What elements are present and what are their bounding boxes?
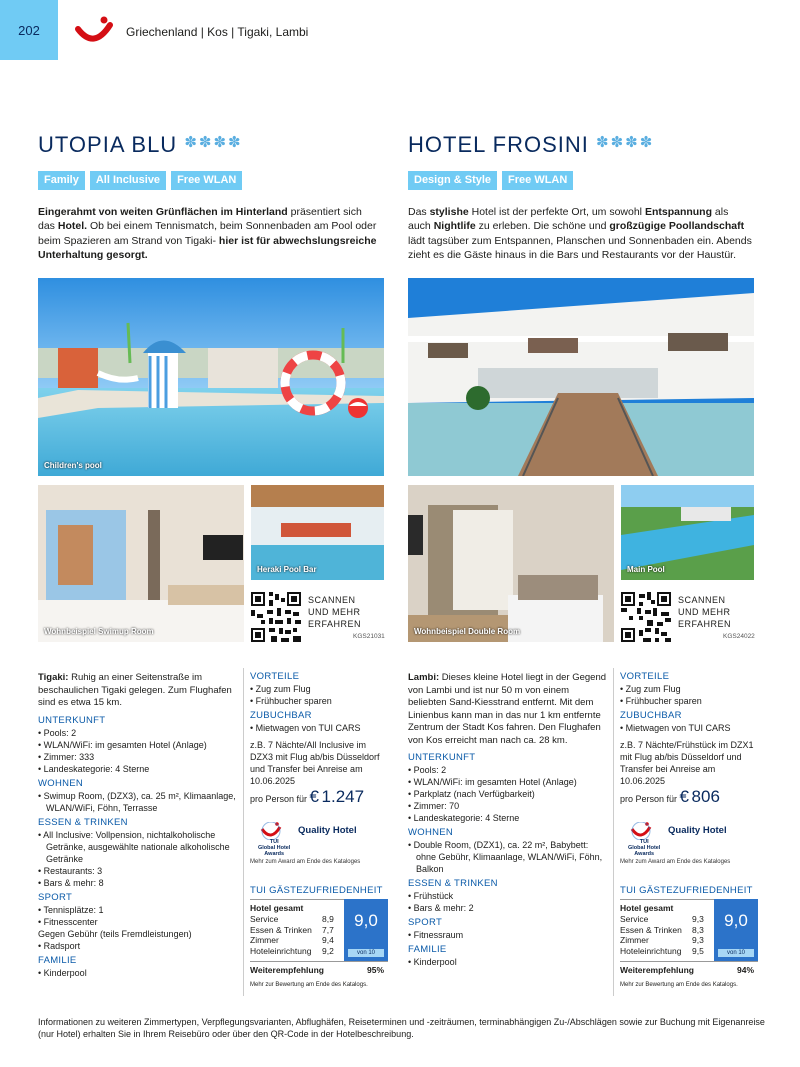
page-number: 202 <box>0 0 58 60</box>
page-header <box>0 0 800 60</box>
photo-pool-bar <box>251 485 384 580</box>
hotel-details: Lambi: Dieses kleine Hotel liegt in der Gegend von Lambi und ist nur 50 m von einem beliebten Sand-Kiesstrand entfernt. Mit dem Linienbus kann man in das nur 1 km entfernte Zentrum der Stadt Kos fahren. Den Flughafen von Kos erreicht man nach ca. 28 km. UNTERKUNFT • Pools: 2 • WLAN/WiFi: im gesamten Hotel (Anlage) • Parkplatz (nach Verfügbarkeit) • Zimmer: 70 • Landeskategorie: 4 Sterne WOHNEN • Double Room, (DZX1), ca. 22 m², Babybett: ohne Gebühr, Klimaanlage, WLAN/WiFi, Föhn, Balkon ESSEN & TRINKEN • Frühstück • Bars & mehr: 2 SPORT • Fitnessraum FAMILIE • Kinderpool <box>408 672 608 968</box>
stars-icon: ✽✽✽✽ <box>596 134 655 151</box>
hotel-details: Tigaki: Ruhig an einer Seitenstraße im beschaulichen Tigaki gelegen. Zum Flughafen sind es etwa 15 km. UNTERKUNFT • Pools: 2 • WLAN/WiFi: im gesamten Hotel (Anlage) • Zimmer: 333 • Landeskategorie: 4 Sterne WOHNEN • Swimup Room, (DZX3), ca. 25 m², Klimaanlage, WLAN/WiFi, Föhn, Terrasse ESSEN & TRINKEN • All Inclusive: Vollpension, nichtalkoholische Getränke, ausgewählte nationale alkoholische Getränke • Restaurants: 3 • Bars & mehr: 8 SPORT • Tennisplätze: 1 • Fitnesscenter Gegen Gebühr (teils Fremdleistungen) • Radsport FAMILIE • Kinderpool <box>38 672 238 979</box>
hotel-intro: Eingerahmt von weiten Grünflächen im Hinterland präsentiert sich das Hotel. Ob bei einem Tennismatch, beim Sonnenbaden am Pool oder beim Spazieren am Strand von Tigaki- hier ist für abwechslungsreiche Unterhaltung gesorgt. <box>38 206 377 261</box>
photo-caption: Main Pool <box>627 565 665 574</box>
breadcrumb: Griechenland | Kos | Tigaki, Lambi <box>126 25 309 39</box>
guest-rating: TUI GÄSTEZUFRIEDENHEIT Hotel gesamt Service 9,3 Essen & Trinken 8,3 Zimmer 9,3 Hoteleinrichtung 9,5 9,0 von 10 Weiterempfehlung 94% Mehr zur Bewertung am Ende des Katalogs. <box>620 885 758 896</box>
photo-hotel-exterior <box>408 278 754 476</box>
rating-score-badge: 9,0 von 10 <box>714 899 758 961</box>
tag-list <box>408 171 573 190</box>
hotel-title-text: HOTEL FROSINI <box>408 132 589 157</box>
photo-childrens-pool <box>38 278 384 476</box>
photo-caption: Heraki Pool Bar <box>257 565 317 574</box>
photo-caption: Children's pool <box>44 461 102 470</box>
tag-design-style: Design & Style <box>408 171 497 190</box>
tui-logo-icon <box>74 16 114 48</box>
hotel-intro: Das stylishe Hotel ist der perfekte Ort, um sowohl Entspannung als auch Nightlife zu erleben. Die schöne und großzügige Poollandschaft lädt tagsüber zum Entspannen, Planschen und Sonnenbaden ein. Abends zieht es die Gäste hinaus in die Bars und Restaurants vor der Haustür. <box>408 206 752 261</box>
quality-hotel-award: Quality Hotel TUI Global Hotel Awards Mehr zum Award am Ende des Kataloges <box>620 822 770 866</box>
column-divider <box>613 668 614 996</box>
booking-info: VORTEILE • Zug zum Flug • Frühbucher sparen ZUBUCHBAR • Mietwagen von TUI CARS z.B. 7 Nächte/Frühstück im DZX1 mit Flug ab/bis Düsseldorf und Transfer bei Anreise am 10.06.2025 pro Person für € 806 <box>620 671 760 805</box>
price: pro Person für € 1.247 <box>250 787 365 806</box>
qr-caption: SCANNEN UND MEHR ERFAHREN <box>308 595 362 629</box>
footer-note: Informationen zu weiteren Zimmertypen, Verpflegungsvarianten, Abflughäfen, Reiseterminen und -zeiträumen, terminabhängigen Zu-/Abschlägen sowie zur Buchung mit Eigenanreise (nur Hotel) erhalten Sie in Ihrem Reisebüro oder über den QR-Code in der Hotelbeschreibung. <box>38 1017 765 1040</box>
column-divider <box>243 668 244 996</box>
tui-award-icon <box>630 822 652 840</box>
tag-free-wlan: Free WLAN <box>502 171 573 190</box>
photo-main-pool <box>621 485 754 580</box>
photo-caption: Wohnbeispiel Swimup Room <box>44 627 154 636</box>
stars-icon: ✽✽✽✽ <box>184 134 243 151</box>
photo-swimup-room <box>38 485 244 642</box>
hotel-title-utopia-blu <box>38 132 243 158</box>
rating-score-badge: 9,0 von 10 <box>344 899 388 961</box>
tui-award-icon <box>260 822 282 840</box>
hotel-title-frosini <box>408 132 654 158</box>
tag-all-inclusive: All Inclusive <box>90 171 166 190</box>
qr-code-icon[interactable] <box>621 592 671 642</box>
tag-free-wlan: Free WLAN <box>171 171 242 190</box>
booking-info: VORTEILE • Zug zum Flug • Frühbucher sparen ZUBUCHBAR • Mietwagen von TUI CARS z.B. 7 Nächte/All Inclusive im DZX3 mit Flug ab/bis Düsseldorf und Transfer bei Anreise am 10.06.2025 pro Person für € 1.247 <box>250 671 390 805</box>
qr-caption: SCANNEN UND MEHR ERFAHREN <box>678 595 732 629</box>
catalog-code: KGS21031 <box>353 633 385 640</box>
catalog-code: KGS24022 <box>723 633 755 640</box>
guest-rating: TUI GÄSTEZUFRIEDENHEIT Hotel gesamt Service 8,9 Essen & Trinken 7,7 Zimmer 9,4 Hoteleinrichtung 9,2 9,0 von 10 Weiterempfehlung 95% Mehr zur Bewertung am Ende des Katalogs. <box>250 885 388 896</box>
quality-hotel-award: Quality Hotel TUI Global Hotel Awards Mehr zum Award am Ende des Kataloges <box>250 822 400 866</box>
hotel-title-text: UTOPIA BLU <box>38 132 178 157</box>
photo-caption: Wohnbeispiel Double Room <box>414 627 521 636</box>
tag-family: Family <box>38 171 85 190</box>
qr-code-icon[interactable] <box>251 592 301 642</box>
price: pro Person für € 806 <box>620 787 720 806</box>
tag-list <box>38 171 242 190</box>
photo-double-room <box>408 485 614 642</box>
